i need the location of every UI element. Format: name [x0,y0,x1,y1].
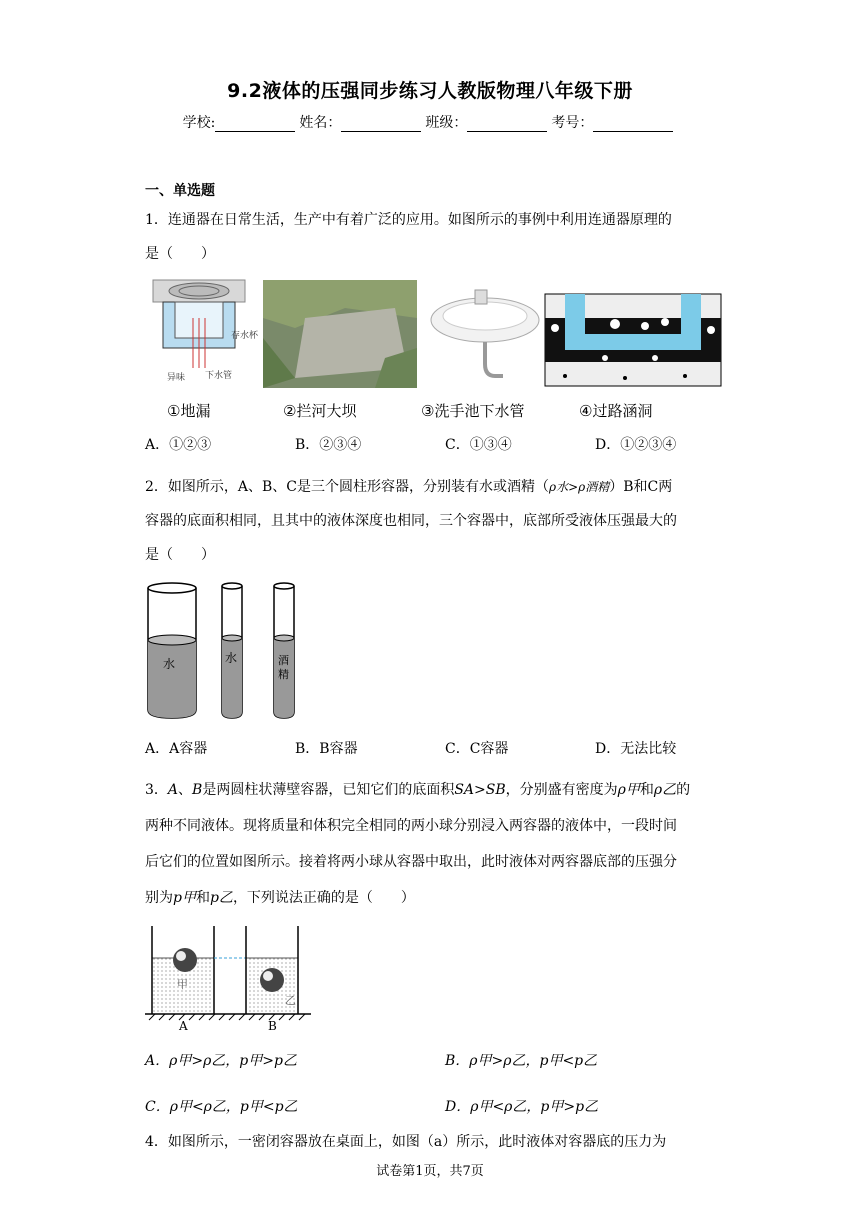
q1-option-a[interactable]: A．①②③ [145,437,212,453]
q2-option-d[interactable]: D．无法比较 [595,741,677,757]
sink-illustration [431,290,539,376]
q1-figure [145,278,725,426]
exam-no-label: 考号： [551,115,594,131]
page-footer: 试卷第1页，共7页 [376,1164,484,1179]
q1-line-2: 是（ ） [145,246,215,262]
q2-line-2: 容器的底面积相同，且其中的液体深度也相同，三个容器中，底部所受液体压强最大的 [145,513,677,529]
pipe-label: 下水管 [205,371,233,381]
class-label: 班级： [425,115,468,131]
q2-line-1: 2．如图所示，A、B、C是三个圆柱形容器，分别装有水或酒精（ρ水>ρ酒精）B和C两 [145,479,673,495]
container-a-jia [152,926,214,1014]
question-2-text [145,470,725,572]
q3-line-4: 别为p甲和p乙，下列说法正确的是（ ） [145,890,415,906]
class-blank [467,117,547,132]
q3-line-3: 后它们的位置如图所示。接着将两小球从容器中取出，此时液体对两容器底部的压强分 [145,854,677,870]
q1-line-1: 1．连通器在日常生活，生产中有着广泛的应用。如图所示的事例中利用连通器原理的 [145,212,672,228]
container-a-label: 水 [163,657,176,671]
smell-label: 异味 [167,373,186,383]
container-c [274,583,294,718]
container-c-label-1: 酒 [278,654,289,667]
school-blank [215,117,295,132]
q3-option-b[interactable]: B．ρ甲>ρ乙，p甲<p乙 [445,1053,598,1069]
caption-dam: ②拦河大坝 [283,402,357,420]
exam-no-blank [593,117,673,132]
container-b-yi [246,926,298,1014]
floor-drain-illustration [153,280,259,383]
name-blank [341,117,421,132]
section-title: 一、单选题 [145,183,215,199]
caption-floor-drain: ①地漏 [167,402,211,420]
page-title: 9.2液体的压强同步练习人教版物理八年级下册 [227,80,633,102]
caption-sink: ③洗手池下水管 [421,402,525,420]
q2-figure [145,578,305,723]
container-c-label-2: 精 [278,668,289,681]
q2-option-b[interactable]: B．B容器 [295,741,358,757]
table-surface [145,1014,311,1020]
q2-line-3: 是（ ） [145,547,215,563]
caption-culvert: ④过路涵洞 [579,402,653,420]
q1-option-c[interactable]: C．①③④ [445,437,512,453]
q1-option-b[interactable]: B．②③④ [295,437,362,453]
q3-option-d[interactable]: D．ρ甲<ρ乙，p甲>p乙 [445,1099,599,1115]
q3-line-2: 两种不同液体。现将质量和体积完全相同的两小球分别浸入两容器的液体中，一段时间 [145,818,677,834]
q2-option-a[interactable]: A．A容器 [145,741,208,757]
q1-option-d[interactable]: D．①②③④ [595,437,677,453]
container-a-letter: A [179,1019,188,1032]
q2-option-c[interactable]: C．C容器 [445,741,509,757]
q4-line-1: 4．如图所示，一密闭容器放在桌面上，如图（a）所示，此时液体对容器底的压力为 [145,1134,667,1150]
dam-photo [263,280,417,388]
q3-option-a[interactable]: A．ρ甲>ρ乙，p甲>p乙 [145,1053,297,1069]
name-label: 姓名： [299,115,342,131]
jia-label: 甲 [177,978,188,991]
question-4-text [145,1125,725,1159]
q3-line-1: 3．A、B是两圆柱状薄壁容器，已知它们的底面积SA>SB，分别盛有密度为ρ甲和ρ乙的 [145,782,691,798]
culvert-illustration [545,294,721,386]
student-info-line [0,112,860,132]
container-b [222,583,242,718]
question-3-text [145,772,725,916]
q3-option-c[interactable]: C．ρ甲<ρ乙，p甲<p乙 [145,1099,298,1115]
container-a [148,583,196,718]
question-1-text [145,203,725,271]
q3-figure [145,922,315,1032]
yi-label: 乙 [285,994,296,1007]
container-b-letter: B [268,1019,277,1032]
school-label: 学校: [182,115,216,131]
container-b-label: 水 [225,651,238,665]
cup-label: 存水杯 [231,331,259,341]
